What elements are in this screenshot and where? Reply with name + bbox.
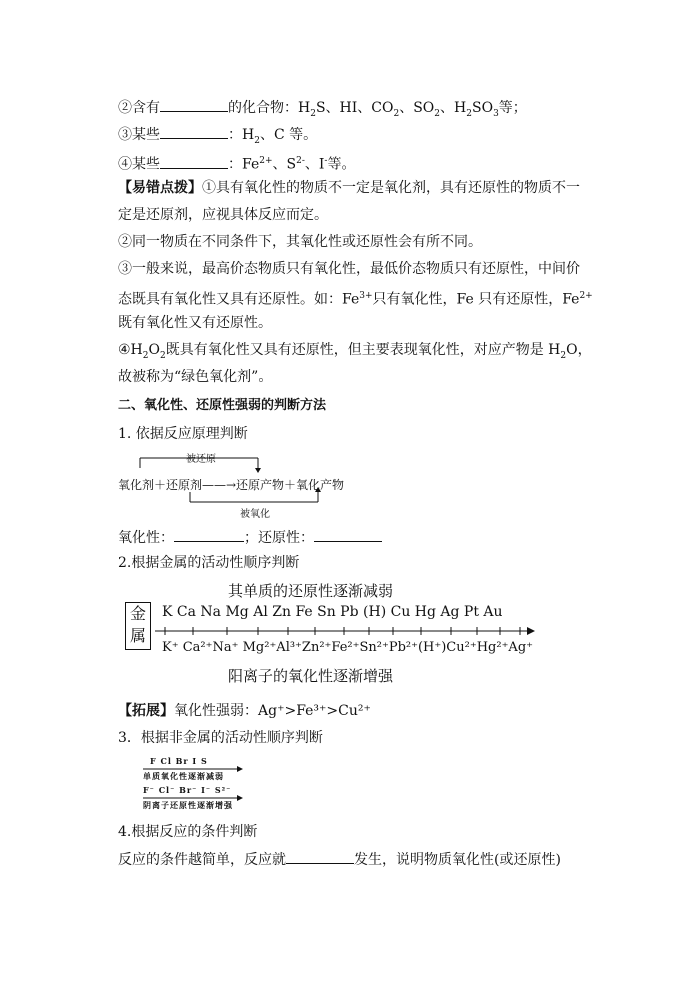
nonmetal-row-2: 单质氧化性逐渐减弱	[143, 771, 224, 781]
line-some-2: ④某些 ：$Fe^{2+}$、$S^{2-}$、I-等。	[118, 151, 355, 175]
method-3: 3．根据非金属的活动性顺序判断	[118, 730, 323, 746]
diagram-equation: 氧化剂＋还原剂——→还原产物＋氧化产物	[118, 478, 345, 492]
tip-line-1: 【易错点拨】①具有氧化性的物质不一定是氧化剂，具有还原性的物质不一	[118, 180, 580, 196]
extension-line: 【拓展】氧化性强弱：Ag⁺>Fe³⁺>Cu²⁺	[118, 703, 371, 719]
blank-last[interactable]	[286, 849, 354, 864]
blank-1[interactable]	[160, 97, 228, 112]
metal-axis	[155, 624, 535, 638]
blank-ox[interactable]	[174, 527, 244, 542]
ox-red-line: 氧化性： ；还原性：	[118, 527, 382, 548]
blank-3[interactable]	[160, 154, 228, 169]
tip-line-8: 故被称为“绿色氧化剂”。	[118, 369, 273, 385]
tip-line-7: $④H_2O_2$既具有氧化性又具有还原性，但主要表现氧化性，对应产物是 $H_2O$，	[118, 342, 592, 361]
line-some-1: ③某些 ：$H_2$、C 等。	[118, 124, 317, 151]
method-2: 2.根据金属的活动性顺序判断	[118, 555, 300, 571]
method-4: 4.根据反应的条件判断	[118, 824, 258, 840]
tip-line-3: ②同一物质在不同条件下，其氧化性或还原性会有所不同。	[118, 234, 482, 250]
diagram-label-reduced: 被还原	[186, 454, 216, 465]
blank-red[interactable]	[314, 527, 382, 542]
last-line: 反应的条件越简单，反应就 发生，说明物质氧化性(或还原性)	[118, 849, 561, 870]
nonmetal-row-3: F⁻ Cl⁻ Br⁻ I⁻ S²⁻	[143, 785, 232, 795]
diagram-label-oxidized: 被氧化	[240, 509, 270, 520]
nonmetal-row-1: F Cl Br I S	[150, 756, 208, 766]
metal-bottom-label: 阳离子的氧化性逐渐增强	[228, 667, 394, 685]
tip-line-2: 定是还原剂，应视具体反应而定。	[118, 207, 328, 223]
nonmetal-row-4: 阴离子还原性逐渐增强	[143, 800, 233, 810]
method-1: 1. 依据反应原理判断	[118, 426, 248, 442]
tip-line-5: 态既具有氧化性又具有还原性。如：$Fe^{3+}$只有氧化性，Fe 只有还原性，$Fe^{2+}$	[118, 291, 593, 308]
metal-box: 金 属	[125, 602, 151, 650]
metal-ions: K⁺ Ca²⁺Na⁺ Mg²⁺Al³⁺Zn²⁺Fe²⁺Sn²⁺Pb²⁺(H⁺)Cu²⁺Hg²⁺Ag⁺	[162, 640, 534, 655]
section-heading: 二、氧化性、还原性强弱的判断方法	[118, 398, 327, 413]
tip-line-4: ③一般来说，最高价态物质只有氧化性，最低价态物质只有还原性，中间价	[118, 261, 580, 277]
metal-elements: K Ca Na Mg Al Zn Fe Sn Pb (H) Cu Hg Ag Pt Au	[162, 604, 503, 620]
tip-line-6: 既有氧化性又有还原性。	[118, 315, 272, 331]
metal-top-label: 其单质的还原性逐渐减弱	[228, 582, 394, 600]
line-compounds: ②含有 的化合物：$H_2S$、HI、$CO_2$、$SO_2$、$H_2SO_3$等；	[118, 97, 527, 124]
blank-2[interactable]	[160, 124, 228, 139]
